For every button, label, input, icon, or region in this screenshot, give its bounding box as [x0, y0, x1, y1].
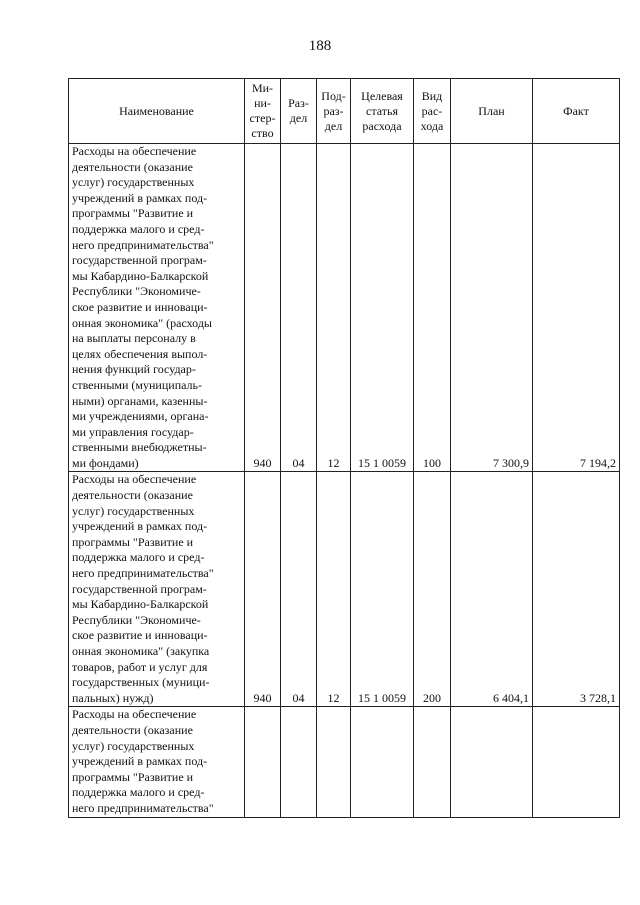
budget-table: [68, 78, 620, 818]
row-ministry: 940: [245, 472, 281, 707]
row-subsection: 12: [317, 472, 351, 707]
row-target-article: 15 1 0059: [351, 144, 414, 472]
table-row: [69, 472, 620, 707]
row-section: 04: [281, 144, 317, 472]
page-number: 188: [308, 38, 332, 54]
table-header-row: [69, 79, 620, 144]
header-name: Наименование: [69, 79, 245, 144]
row-subsection: 12: [317, 144, 351, 472]
header-ministry: Ми- ни- стер- ство: [245, 79, 281, 144]
header-subsection: Под- раз- дел: [317, 79, 351, 144]
row-ministry: [245, 707, 281, 817]
row-expense-type: 100: [414, 144, 451, 472]
row-subsection: [317, 707, 351, 817]
table-row: [69, 144, 620, 472]
header-section: Раз- дел: [281, 79, 317, 144]
header-plan: План: [451, 79, 533, 144]
row-name: Расходы на обеспечение деятельности (оказание услуг) государственных учреждений в рамках под- программы "Развитие и поддержка малого и сред- него предпринимательства" государственной програм- мы Кабардино-Балкарской Республики "Экономиче- ское развитие и инноваци- онная экономика" (закупка товаров, работ и услуг для государственных (муници- пальных) нужд): [69, 472, 245, 707]
row-expense-type: [414, 707, 451, 817]
row-plan: 6 404,1: [451, 472, 533, 707]
row-fact: 3 728,1: [533, 472, 620, 707]
row-section: 04: [281, 472, 317, 707]
row-target-article: [351, 707, 414, 817]
row-ministry: 940: [245, 144, 281, 472]
row-fact: 7 194,2: [533, 144, 620, 472]
header-fact: Факт: [533, 79, 620, 144]
row-fact: [533, 707, 620, 817]
row-section: [281, 707, 317, 817]
row-plan: [451, 707, 533, 817]
row-name: Расходы на обеспечение деятельности (оказание услуг) государственных учреждений в рамках под- программы "Развитие и поддержка малого и сред- него предпринимательства" государственной програм- мы Кабардино-Балкарской Республики "Экономиче- ское развитие и инноваци- онная экономика" (расходы на выплаты персоналу в целях обеспечения выпол- нения функций государ- ственными (муниципаль- ными) органами, казенны- ми учреждениями, органа- ми управления государ- ственными внебюджетны- ми фондами): [69, 144, 245, 472]
header-target-article: Целевая статья расхода: [351, 79, 414, 144]
table-row: [69, 707, 620, 817]
row-expense-type: 200: [414, 472, 451, 707]
row-name: Расходы на обеспечение деятельности (оказание услуг) государственных учреждений в рамках под- программы "Развитие и поддержка малого и сред- него предпринимательства": [69, 707, 245, 817]
row-plan: 7 300,9: [451, 144, 533, 472]
row-target-article: 15 1 0059: [351, 472, 414, 707]
header-expense-type: Вид рас- хода: [414, 79, 451, 144]
